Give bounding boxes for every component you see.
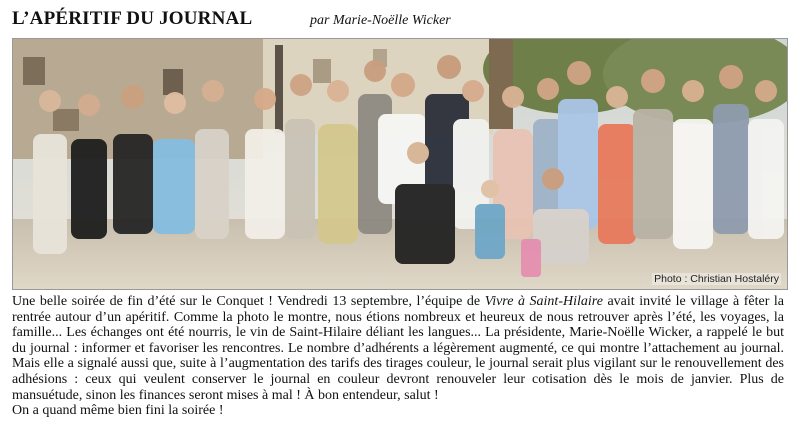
article-paragraph <box>12 294 784 403</box>
photo-credit: Photo : Christian Hostaléry <box>654 273 779 285</box>
group-photo-illustration <box>13 39 788 290</box>
article-text-part2: avait invité le village à fêter la rentrée autour d’un apéritif. Comme la photo le montre, nous étions nombreux et heureux de nous retrouver après l’été, les voyages, la famille... Les échanges ont été nourris, le vin de Saint-Hilaire déliant les langues... La présidente, Marie-Noëlle Wicker, a rappelé le but du journal : informer et favoriser les rencontres. Le nombre d’adhérents a légèrement augmenté, ce qui montre l’attachement au journal. Mais elle a signalé aussi que, suite à l’augmentation des tarifs des tirages couleur, le journal serait plus vigilant sur le renouvellement des adhésions : ceux qui veulent conserver le journal en couleur devront renouveler leur cotisation dès le mois de janvier. Plus de mansuétude, sinon les finances seront mises à mal ! À bon entendeur, salut ! <box>12 294 785 403</box>
article-header <box>12 8 788 34</box>
article-closing-line: On a quand même bien fini la soirée ! <box>12 403 224 419</box>
article-title: L’APÉRITIF DU JOURNAL <box>12 8 253 29</box>
article-body <box>12 294 784 419</box>
article-byline: par Marie-Noëlle Wicker <box>310 13 451 28</box>
article-text-part1: Une belle soirée de fin d’été sur le Conquet ! Vendredi 13 septembre, l’équipe de <box>12 294 485 309</box>
publication-name: Vivre à Saint-Hilaire <box>484 294 603 309</box>
group-photo <box>12 38 788 290</box>
